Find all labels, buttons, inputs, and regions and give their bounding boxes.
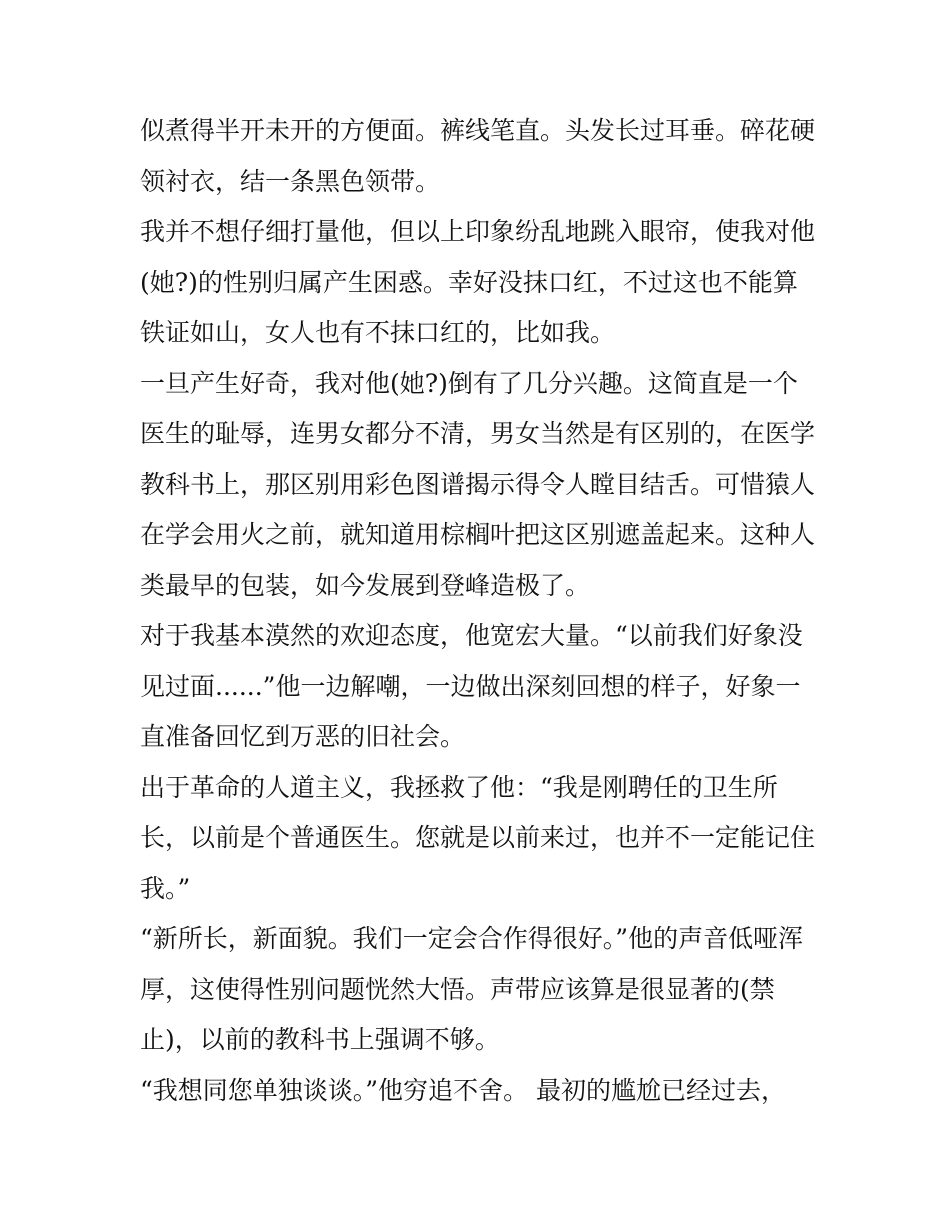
text-line: 领衬衣，结一条黑色领带。 bbox=[140, 166, 441, 196]
text-line: 见过面......”他一边解嘲，一边做出深刻回想的样子，好象一 bbox=[140, 671, 801, 701]
text-line: 教科书上，那区别用彩色图谱揭示得令人瞠目结舌。可惜猿人 bbox=[140, 469, 816, 499]
text-line: 我并不想仔细打量他，但以上印象纷乱地跳入眼帘，使我对他 bbox=[140, 217, 816, 246]
text-line: 似煮得半开未开的方便面。裤线笔直。头发长过耳垂。碎花硬 bbox=[140, 116, 816, 145]
text-line: (她?)的性别归属产生困惑。幸好没抹口红，不过这也不能算 bbox=[140, 267, 798, 297]
text-line: “新所长，新面貌。我们一定会合作得很好。”他的声音低哑浑 bbox=[140, 924, 804, 953]
text-line: 对于我基本漠然的欢迎态度，他宽宏大量。“以前我们好象没 bbox=[140, 621, 803, 650]
text-line: 长，以前是个普通医生。您就是以前来过，也并不一定能记住 bbox=[140, 823, 816, 852]
text-line: 医生的耻辱，连男女都分不清，男女当然是有区别的，在医学 bbox=[140, 419, 816, 448]
text-line: 我。” bbox=[140, 873, 191, 903]
text-line: “我想同您单独谈谈。”他穷追不舍。 最初的尴尬已经过去， bbox=[140, 1075, 787, 1105]
document-body bbox=[140, 106, 830, 1116]
text-line: 直准备回忆到万恶的旧社会。 bbox=[140, 722, 466, 751]
text-line: 止)，以前的教科书上强调不够。 bbox=[140, 1025, 500, 1054]
text-line: 类最早的包装，如今发展到登峰造极了。 bbox=[140, 570, 591, 600]
text-line: 厚，这使得性别问题恍然大悟。声带应该算是很显著的(禁 bbox=[140, 974, 775, 1004]
text-line: 铁证如山，女人也有不抹口红的，比如我。 bbox=[140, 318, 616, 347]
text-line: 在学会用火之前，就知道用棕榈叶把这区别遮盖起来。这种人 bbox=[140, 520, 816, 549]
text-line: 一旦产生好奇，我对他(她?)倒有了几分兴趣。这简直是一个 bbox=[140, 368, 798, 398]
text-line: 出于革命的人道主义，我拯救了他：“我是刚聘任的卫生所 bbox=[140, 772, 778, 802]
